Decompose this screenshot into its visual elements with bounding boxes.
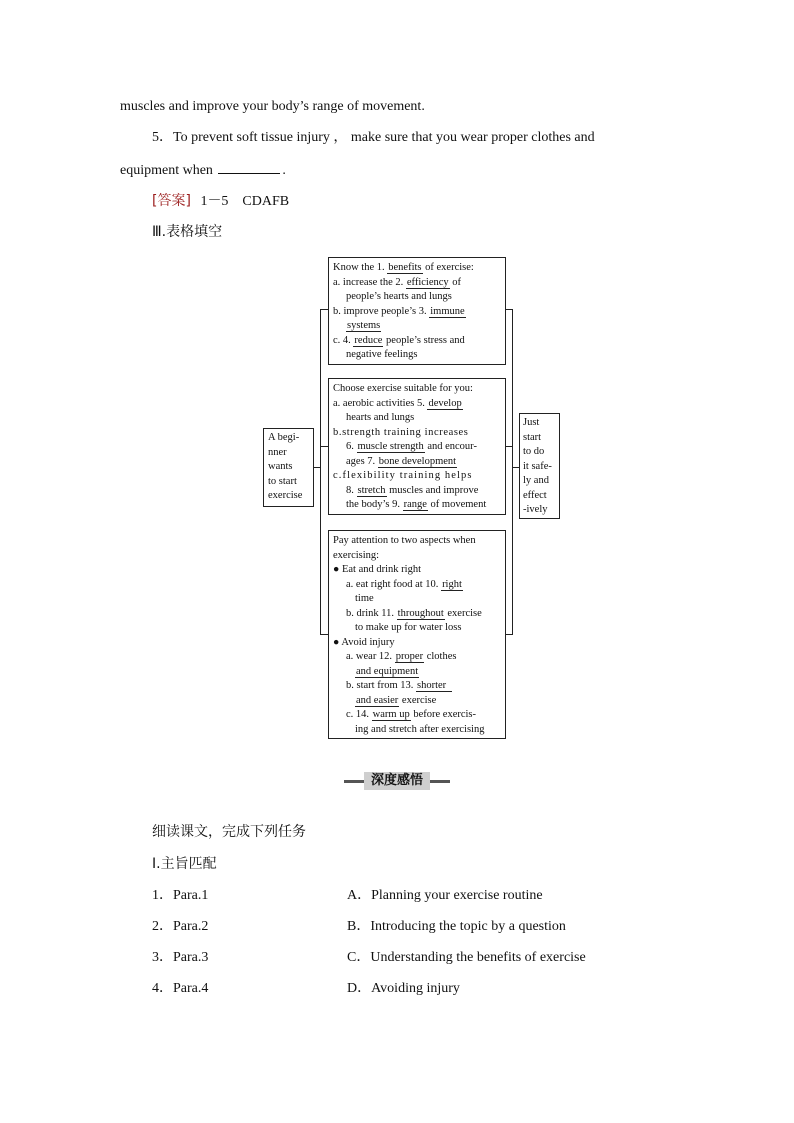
box1-text: of [449, 276, 462, 288]
box2-text: a. aerobic activities 5. [333, 397, 428, 409]
right-box-line: it safe- [523, 460, 552, 472]
box3-text: Pay attention to two aspects when [333, 535, 476, 546]
answer-bone-development: bone development [378, 455, 457, 467]
match-right-item: B．Introducing the topic by a question [347, 919, 566, 934]
box3-text: ing and stretch after exercising [355, 723, 485, 735]
badge-bar-right [430, 780, 450, 783]
box1-text: people’s hearts and lungs [346, 291, 452, 302]
match-left-item: 3．Para.3 [152, 950, 209, 965]
right-box-line: Just [523, 417, 540, 428]
box1-text: Know the 1. [333, 262, 388, 273]
diagram-left-box [263, 428, 314, 507]
box2-text: hearts and lungs [346, 412, 415, 423]
box2-text: 8. [346, 484, 357, 496]
box2-text: and encour- [424, 441, 477, 452]
answer-and-easier: and easier [356, 694, 399, 706]
match-right-item: A．Planning your exercise routine [347, 888, 543, 903]
box3-text: before exercis- [410, 709, 477, 720]
left-box-line: nner [268, 446, 287, 458]
section-3-heading: Ⅲ.表格填空 [152, 224, 223, 240]
box1-text: negative feelings [346, 349, 418, 360]
box3-text: clothes [424, 651, 457, 662]
answer-shorter: shorter [417, 680, 452, 691]
box3-text: b. drink 11. [346, 607, 397, 619]
right-box-line: ly and [523, 475, 549, 486]
box1-text: people’s stress and [383, 334, 465, 346]
box2-text: muscles and improve [386, 484, 479, 496]
bracket-left-top [320, 309, 328, 310]
box2-text: 6. [346, 441, 357, 452]
answer-throughout: throughout [397, 607, 444, 619]
diagram-box-benefits [328, 257, 506, 365]
match-left-item: 1．Para.1 [152, 888, 209, 903]
answer-range: range [403, 499, 427, 510]
answer-blank[interactable] [218, 160, 280, 174]
box1-text: c. 4. [333, 334, 354, 346]
bracket-right-middle [505, 446, 513, 447]
bracket-left-middle [320, 446, 328, 447]
period: . [282, 163, 286, 178]
box1-text: of exercise: [422, 262, 474, 273]
text-line-1: muscles and improve your body’s range of movement. [120, 99, 425, 114]
answer-immune: immune [430, 305, 465, 317]
box3-text: ● Avoid injury [333, 636, 395, 648]
match-left-item: 2．Para.2 [152, 919, 209, 934]
answer-warm-up: warm up [372, 709, 410, 720]
section-1-heading: Ⅰ.主旨匹配 [152, 856, 217, 872]
left-box-line: exercise [268, 490, 303, 501]
box2-text: of movement [427, 499, 487, 510]
box2-text: b.strength training increases [333, 426, 469, 438]
connector-bracket-to-right [512, 467, 519, 468]
bracket-right-vertical [512, 309, 513, 635]
box3-text: exercising: [333, 549, 380, 561]
diagram-box-attention [328, 530, 506, 739]
box1-text: a. increase the 2. [333, 276, 406, 288]
match-right-item: C．Understanding the benefits of exercise [347, 950, 586, 965]
answer-line [152, 192, 289, 211]
answer-tag: [答案] [152, 193, 191, 209]
answer-right: right [442, 578, 462, 590]
answer-benefits: benefits [388, 262, 422, 273]
bracket-left-vertical [320, 309, 321, 635]
box3-text: a. wear 12. [346, 651, 395, 662]
answer-proper: proper [395, 651, 424, 662]
box3-text: time [355, 593, 374, 604]
badge-label: 深度感悟 [364, 772, 430, 790]
section-badge [344, 772, 450, 790]
box3-text: b. start from 13. [346, 680, 416, 691]
box2-text: the body’s 9. [346, 499, 403, 510]
answer-text: 1－5 CDAFB [200, 194, 290, 209]
box3-text: exercise [444, 607, 482, 619]
diagram-box-choose-exercise [328, 378, 506, 515]
right-box-line: to do [523, 446, 545, 457]
answer-stretch: stretch [357, 484, 386, 496]
box1-text: b. improve people’s 3. [333, 305, 430, 317]
box2-text: ages 7. [346, 455, 378, 467]
task-intro: 细读课文，完成下列任务 [152, 824, 306, 840]
answer-efficiency: efficiency [406, 276, 449, 288]
right-box-line: -ively [523, 504, 548, 515]
answer-systems: systems [347, 320, 381, 331]
box2-text: c.flexibility training helps [333, 470, 473, 481]
bracket-right-bottom [505, 634, 513, 635]
badge-bar-left [344, 780, 364, 783]
bracket-left-bottom [320, 634, 328, 635]
question-5: 5．To prevent soft tissue injury ， make sure that you wear proper clothes and [152, 130, 595, 145]
match-right-item: D．Avoiding injury [347, 981, 460, 996]
box2-text: Choose exercise suitable for you: [333, 383, 473, 394]
answer-muscle-strength: muscle strength [357, 441, 424, 452]
question-5-continued [120, 160, 286, 180]
match-left-item: 4．Para.4 [152, 981, 209, 996]
left-box-line: to start [268, 475, 297, 487]
left-box-line: A begi- [268, 432, 300, 443]
box3-text: exercise [399, 694, 437, 706]
right-box-line: start [523, 431, 542, 443]
left-box-line: wants [268, 461, 293, 472]
answer-develop: develop [428, 397, 462, 409]
box3-text: ● Eat and drink right [333, 564, 421, 575]
answer-and-equipment: and equipment [356, 665, 419, 677]
box3-text: c. 14. [346, 709, 372, 720]
box3-text: to make up for water loss [355, 622, 462, 633]
diagram-right-box [519, 413, 560, 519]
question-5-text: equipment when [120, 163, 213, 178]
answer-reduce: reduce [354, 334, 383, 346]
box3-text: a. eat right food at 10. [346, 578, 442, 590]
bracket-right-top [505, 309, 513, 310]
right-box-line: effect [523, 489, 547, 501]
